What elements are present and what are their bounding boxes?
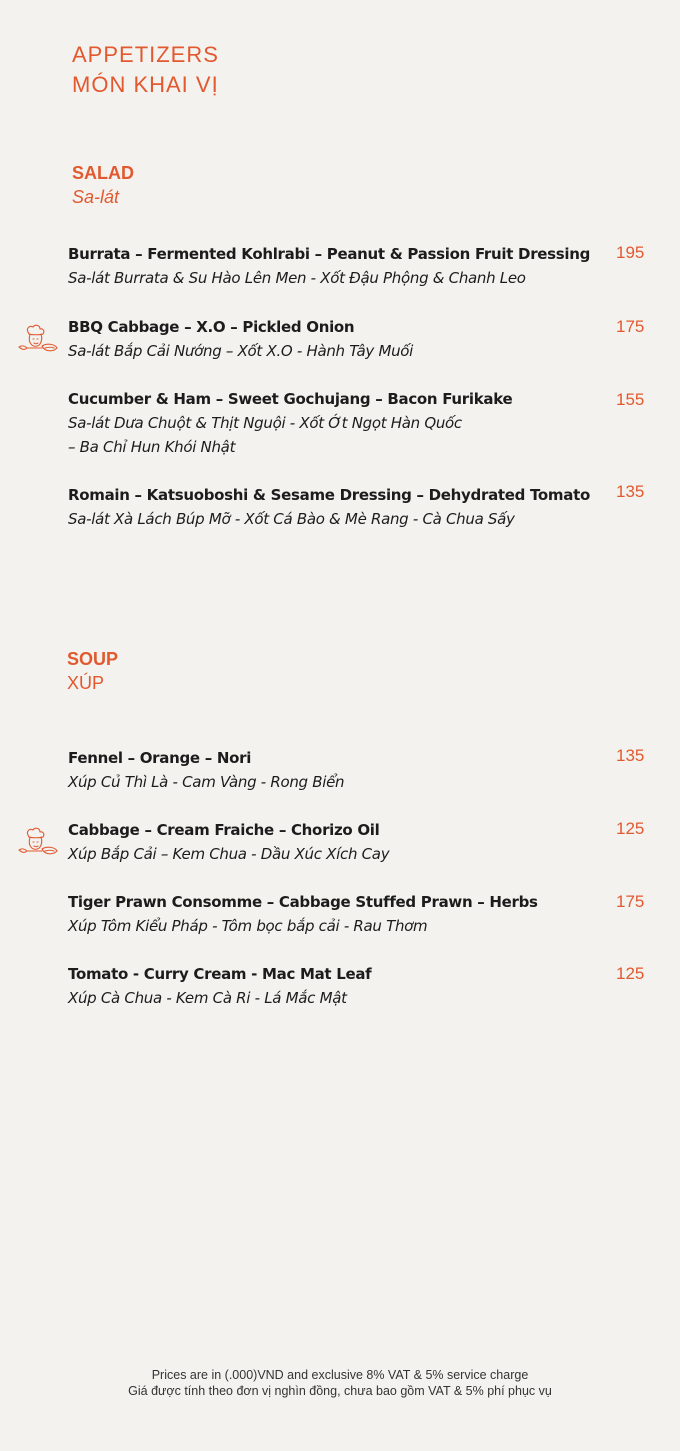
menu-item-price: 125 — [616, 819, 645, 838]
price-note-en: Prices are in (.000)VND and exclusive 8% VAT & 5% service charge — [151, 1368, 529, 1382]
menu-item-description: Xúp Tôm Kiểu Pháp - Tôm bọc bắp cải - Rau Thơm — [68, 917, 428, 935]
chef-hat-icon — [17, 826, 59, 858]
menu-item — [68, 387, 613, 459]
menu-item — [68, 242, 613, 290]
menu-item-description: Sa-lát Bắp Cải Nướng – Xốt X.O - Hành Tây Muối — [68, 342, 414, 360]
menu-item-price: 175 — [616, 317, 645, 336]
menu-item-name: Burrata – Fermented Kohlrabi – Peanut & Passion Fruit Dressing — [68, 245, 591, 263]
menu-item-price: 175 — [616, 892, 645, 911]
menu-item-price: 195 — [616, 243, 645, 262]
menu-item — [68, 746, 613, 794]
soup-section-heading — [67, 647, 118, 695]
menu-item-price: 135 — [616, 482, 645, 501]
menu-item-price: 125 — [616, 964, 645, 983]
price-note — [0, 1367, 680, 1399]
menu-item-name: Cucumber & Ham – Sweet Gochujang – Bacon Furikake — [68, 390, 513, 408]
menu-item-description: Xúp Củ Thì Là - Cam Vàng - Rong Biển — [68, 773, 345, 791]
menu-item — [68, 315, 613, 363]
menu-item-description: Xúp Cà Chua - Kem Cà Ri - Lá Mắc Mật — [68, 989, 347, 1007]
menu-item — [68, 818, 613, 866]
soup-heading-vi: XÚP — [67, 673, 105, 693]
chef-hat-icon — [17, 323, 59, 355]
soup-heading-en: SOUP — [67, 649, 119, 669]
menu-item-description: Xúp Bắp Cải – Kem Chua - Dầu Xúc Xích Cay — [68, 845, 390, 863]
menu-item-price: 155 — [616, 390, 645, 409]
menu-item-price: 135 — [616, 746, 645, 765]
menu-item-name: Tomato - Curry Cream - Mac Mat Leaf — [68, 965, 372, 983]
page-title-vi: MÓN KHAI VỊ — [72, 72, 219, 97]
menu-item-description: Sa-lát Xà Lách Búp Mỡ - Xốt Cá Bào & Mè Rang - Cà Chua Sấy — [68, 510, 515, 528]
menu-item-name: Tiger Prawn Consomme – Cabbage Stuffed Prawn – Herbs — [68, 893, 538, 911]
menu-item-description: Sa-lát Dưa Chuột & Thịt Nguội - Xốt Ớt Ngọt Hàn Quốc – Ba Chỉ Hun Khói Nhật — [68, 414, 462, 456]
menu-item-name: BBQ Cabbage – X.O – Pickled Onion — [68, 318, 355, 336]
page-title-en: APPETIZERS — [72, 42, 219, 67]
menu-item-description: Sa-lát Burrata & Su Hào Lên Men - Xốt Đậu Phộng & Chanh Leo — [68, 269, 526, 287]
salad-heading-en: SALAD — [72, 163, 134, 183]
menu-item-name: Fennel – Orange – Nori — [68, 749, 252, 767]
menu-item-name: Romain – Katsuoboshi & Sesame Dressing – Dehydrated Tomato — [68, 486, 590, 504]
menu-item — [68, 890, 613, 938]
salad-section-heading — [72, 161, 134, 209]
menu-item-name: Cabbage – Cream Fraiche – Chorizo Oil — [68, 821, 380, 839]
page-title — [72, 40, 219, 100]
menu-item — [68, 483, 613, 531]
salad-heading-vi: Sa-lát — [72, 187, 120, 207]
menu-item — [68, 962, 613, 1010]
price-note-vi: Giá được tính theo đơn vị nghìn đồng, chưa bao gồm VAT & 5% phí phục vụ — [128, 1384, 552, 1398]
